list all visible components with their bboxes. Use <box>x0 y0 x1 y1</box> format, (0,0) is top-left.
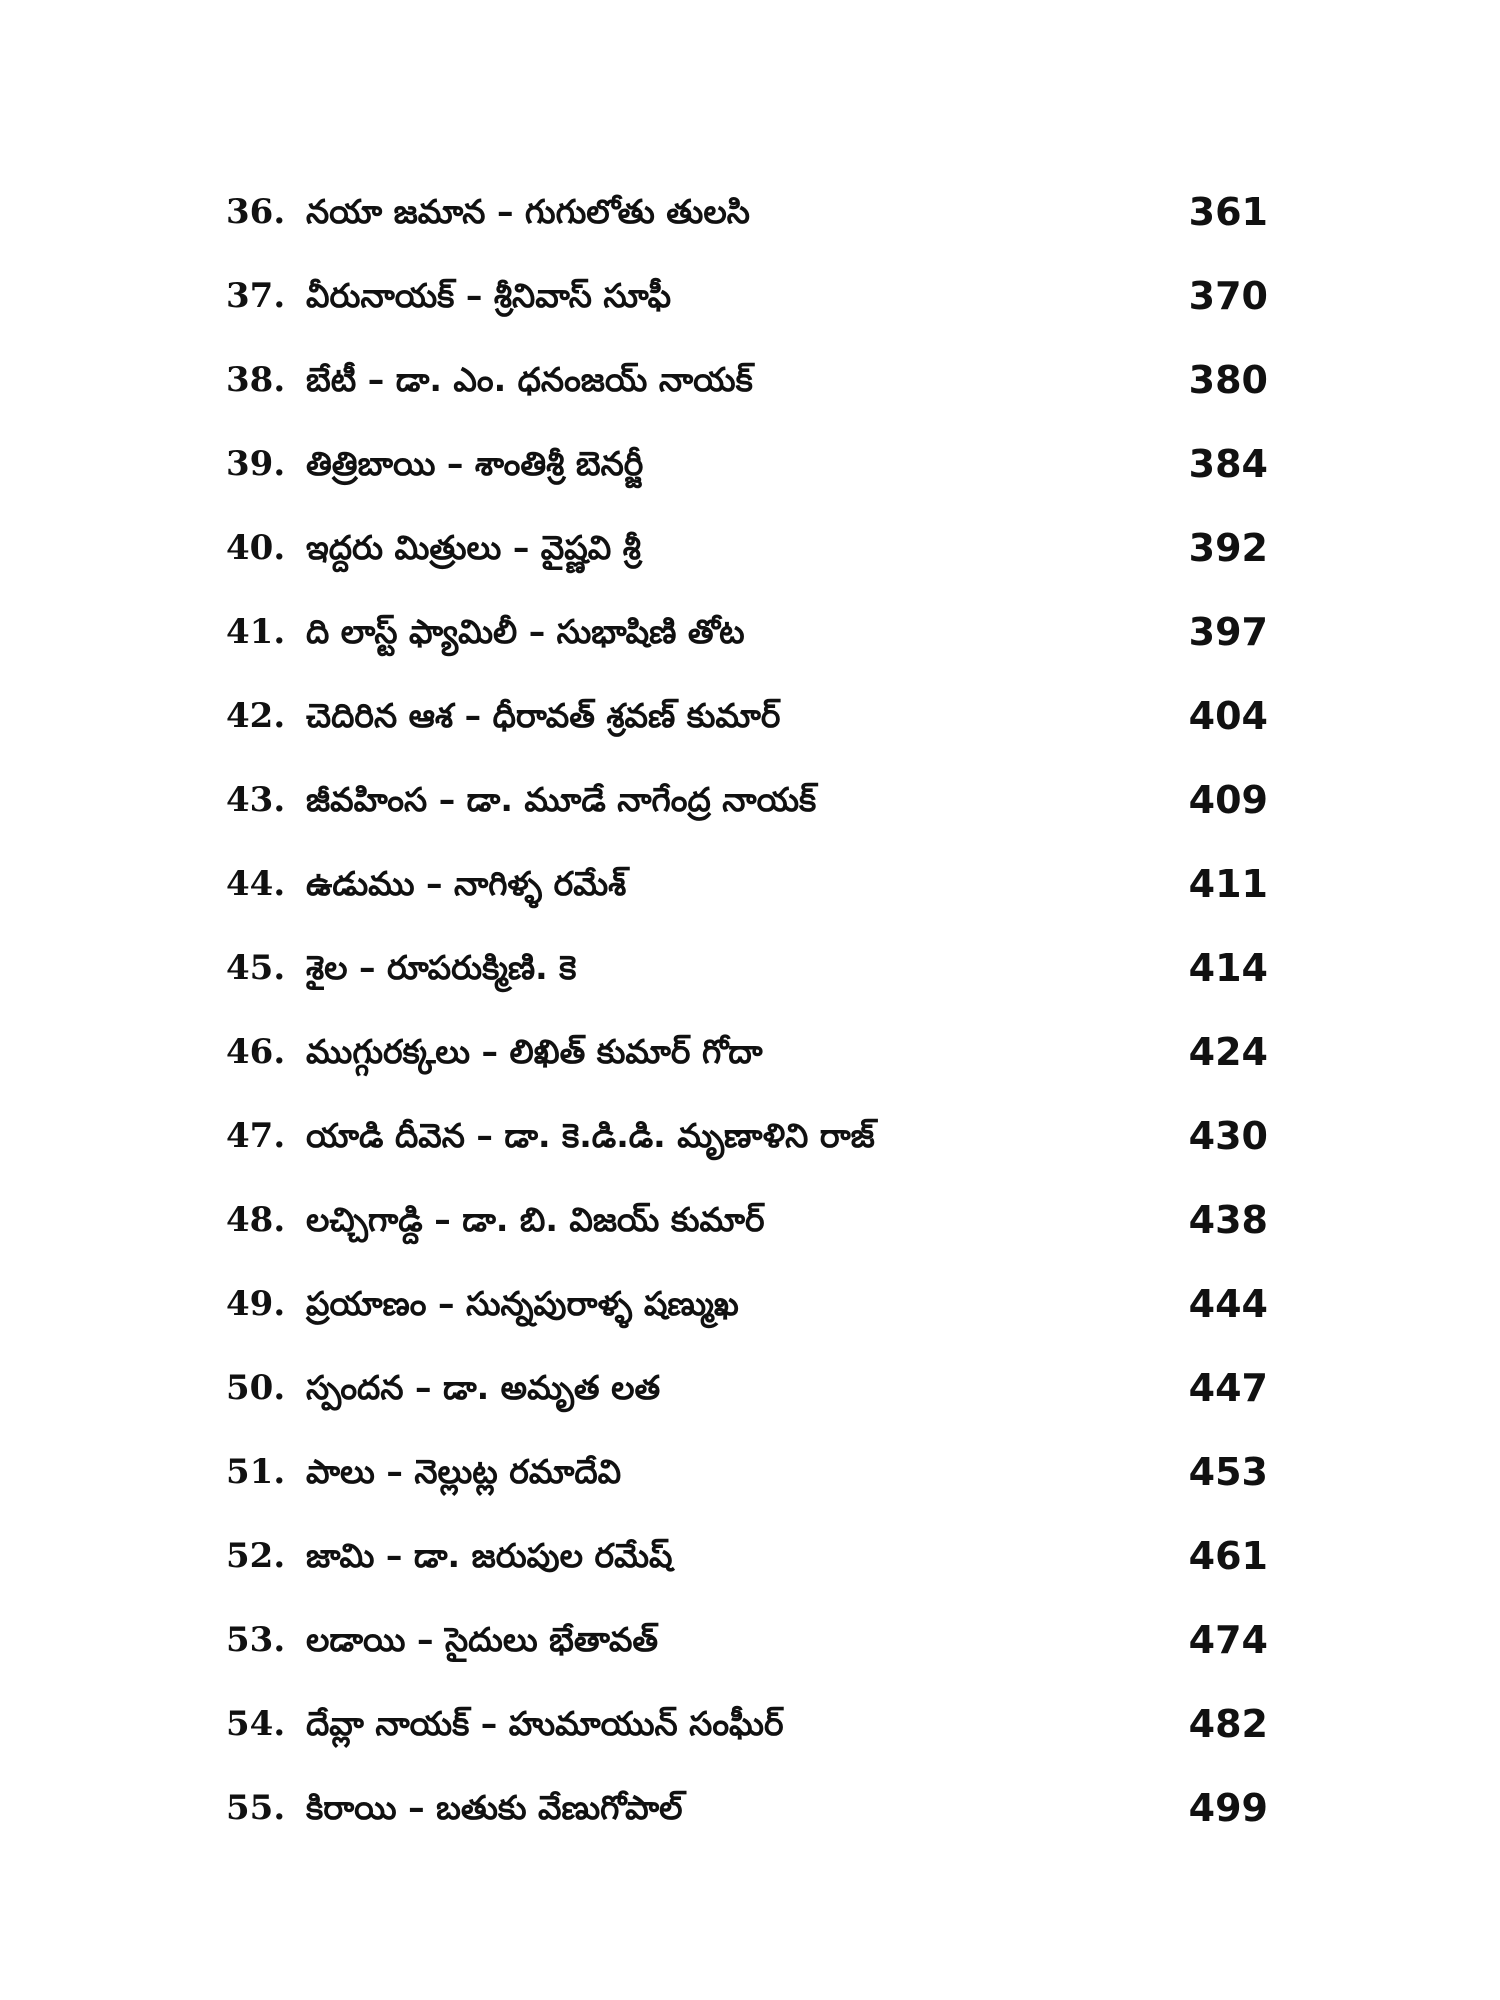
entry-page-number: 361 <box>1188 190 1268 234</box>
toc-entry <box>0 1188 1500 1272</box>
entry-page-number: 430 <box>1188 1114 1268 1158</box>
entry-number: 48. <box>226 1200 286 1240</box>
entry-title: కిరాయి – బతుకు వేణుగోపాల్ <box>306 1788 683 1827</box>
toc-entry <box>0 348 1500 432</box>
entry-number: 55. <box>226 1788 286 1828</box>
entry-title: బేటీ – డా. ఎం. ధనంజయ్ నాయక్ <box>306 360 753 399</box>
entry-title: లచ్చిగాడ్ది – డా. బి. విజయ్ కుమార్ <box>306 1200 765 1239</box>
entry-page-number: 482 <box>1188 1702 1268 1746</box>
entry-title: ముగ్గురక్కలు – లిఖిత్ కుమార్ గోదా <box>306 1032 763 1071</box>
entry-page-number: 392 <box>1188 526 1268 570</box>
toc-entry <box>0 1608 1500 1692</box>
entry-title: వీరునాయక్ – శ్రీనివాస్ సూఫీ <box>306 276 672 315</box>
entry-number: 49. <box>226 1284 286 1324</box>
entry-number: 37. <box>226 276 286 316</box>
entry-number: 45. <box>226 948 286 988</box>
entry-number: 52. <box>226 1536 286 1576</box>
entry-page-number: 409 <box>1188 778 1268 822</box>
entry-page-number: 424 <box>1188 1030 1268 1074</box>
entry-title: నయా జమాన – గుగులోతు తులసి <box>306 192 750 231</box>
entry-number: 46. <box>226 1032 286 1072</box>
toc-entry <box>0 1776 1500 1860</box>
toc-entry <box>0 180 1500 264</box>
entry-title: ప్రయాణం – సున్నపురాళ్ళ షణ్ముఖ <box>306 1284 739 1323</box>
toc-entry <box>0 684 1500 768</box>
entry-title: తిత్రిబాయి – శాంతిశ్రీ బెనర్జీ <box>306 444 644 483</box>
entry-title: ది లాస్ట్ ఫ్యామిలీ – సుభాషిణి తోట <box>306 612 745 651</box>
entry-title: ఉడుము – నాగిళ్ళ రమేశ్ <box>306 864 627 903</box>
entry-page-number: 453 <box>1188 1450 1268 1494</box>
entry-page-number: 370 <box>1188 274 1268 318</box>
entry-page-number: 447 <box>1188 1366 1268 1410</box>
entry-number: 54. <box>226 1704 286 1744</box>
entry-title: శైల – రూపరుక్మిణి. కె <box>306 948 577 987</box>
entry-number: 43. <box>226 780 286 820</box>
toc-entry <box>0 432 1500 516</box>
entry-number: 47. <box>226 1116 286 1156</box>
entry-title: యాడి దీవెన – డా. కె.డి.డి. మృణాళిని రాజ్ <box>306 1116 875 1155</box>
toc-entry <box>0 852 1500 936</box>
entry-number: 53. <box>226 1620 286 1660</box>
entry-number: 38. <box>226 360 286 400</box>
toc-entry <box>0 1440 1500 1524</box>
toc-entry <box>0 264 1500 348</box>
toc-entry <box>0 1272 1500 1356</box>
entry-title: ఇద్దరు మిత్రులు – వైష్ణవి శ్రీ <box>306 528 641 567</box>
entry-number: 41. <box>226 612 286 652</box>
entry-page-number: 474 <box>1188 1618 1268 1662</box>
entry-page-number: 384 <box>1188 442 1268 486</box>
table-of-contents <box>0 180 1500 1860</box>
entry-number: 39. <box>226 444 286 484</box>
toc-entry <box>0 1524 1500 1608</box>
entry-page-number: 444 <box>1188 1282 1268 1326</box>
entry-title: దేవ్లా నాయక్ – హుమాయున్ సంఘీర్ <box>306 1704 784 1743</box>
entry-number: 50. <box>226 1368 286 1408</box>
entry-title: లడాయి – సైదులు భేతావత్ <box>306 1620 659 1659</box>
entry-title: జామి – డా. జరుపుల రమేష్ <box>306 1536 673 1575</box>
toc-entry <box>0 516 1500 600</box>
entry-page-number: 461 <box>1188 1534 1268 1578</box>
entry-number: 40. <box>226 528 286 568</box>
entry-title: చెదిరిన ఆశ – ధీరావత్ శ్రవణ్ కుమార్ <box>306 696 781 735</box>
entry-number: 44. <box>226 864 286 904</box>
entry-page-number: 414 <box>1188 946 1268 990</box>
entry-title: జీవహింస – డా. మూడే నాగేంద్ర నాయక్ <box>306 780 817 819</box>
toc-entry <box>0 1692 1500 1776</box>
toc-entry <box>0 600 1500 684</box>
toc-entry <box>0 1104 1500 1188</box>
toc-entry <box>0 1020 1500 1104</box>
entry-page-number: 438 <box>1188 1198 1268 1242</box>
entry-page-number: 380 <box>1188 358 1268 402</box>
entry-number: 51. <box>226 1452 286 1492</box>
entry-page-number: 411 <box>1188 862 1268 906</box>
entry-page-number: 499 <box>1188 1786 1268 1830</box>
entry-number: 36. <box>226 192 286 232</box>
toc-entry <box>0 1356 1500 1440</box>
toc-entry <box>0 936 1500 1020</box>
entry-page-number: 397 <box>1188 610 1268 654</box>
entry-page-number: 404 <box>1188 694 1268 738</box>
toc-entry <box>0 768 1500 852</box>
entry-title: పాలు – నెల్లుట్ల రమాదేవి <box>306 1452 622 1491</box>
entry-title: స్పందన – డా. అమృత లత <box>306 1368 661 1407</box>
entry-number: 42. <box>226 696 286 736</box>
